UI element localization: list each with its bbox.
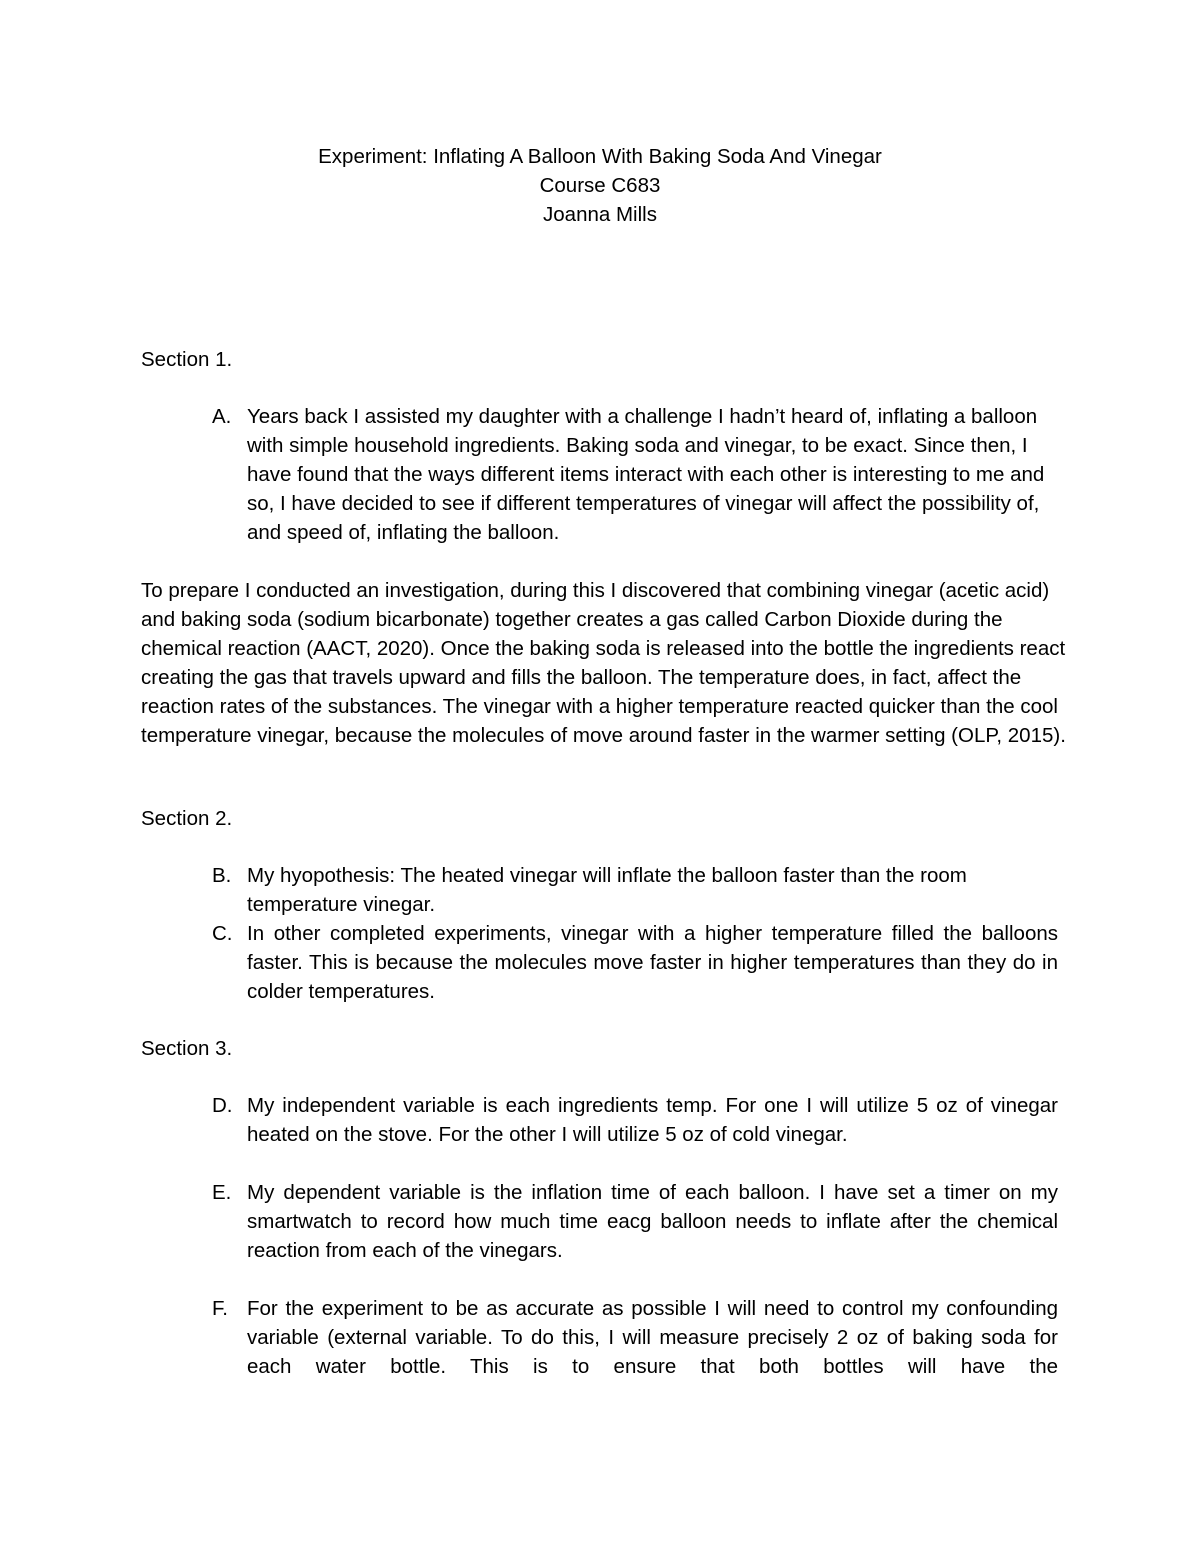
list-marker: B. <box>212 864 232 887</box>
title-block <box>0 142 1200 229</box>
list-marker: D. <box>212 1094 233 1117</box>
section-3-list <box>0 1091 1200 1381</box>
list-marker: F. <box>212 1297 228 1320</box>
list-item-text: My independent variable is each ingredients temp. For one I will utilize 5 oz of vinegar heated on the stove. For the other I will utilize 5 oz of cold vinegar. <box>247 1094 1058 1146</box>
list-item-text: In other completed experiments, vinegar with a higher temperature filled the balloons faster. This is because the molecules move faster in higher temperatures than they do in colder temperatures. <box>247 922 1058 1003</box>
section-2-heading: Section 2. <box>141 807 233 830</box>
list-item-d <box>0 1091 1200 1149</box>
list-item-text: For the experiment to be as accurate as possible I will need to control my confounding variable (external variable. To do this, I will measure precisely 2 oz of baking soda for each water bottle. This is to ensure that both bottles will have the <box>247 1297 1058 1378</box>
course-label: Course C683 <box>539 174 661 197</box>
list-item-b <box>0 861 1200 919</box>
section-1-paragraph: To prepare I conducted an investigation, during this I discovered that combining vinegar (acetic acid) and baking soda (sodium bicarbonate) together creates a gas called Carbon Dioxide during the chemical reaction (AACT, 2020). Once the baking soda is released into the bottle the ingredients react creating the gas that travels upward and fills the balloon. The temperature does, in fact, affect the reaction rates of the substances. The vinegar with a higher temperature reacted quicker than the cool temperature vinegar, because the molecules of move around faster in the warmer setting (OLP, 2015). <box>141 579 1066 747</box>
list-marker: C. <box>212 922 233 945</box>
document-title: Experiment: Inflating A Balloon With Baking Soda And Vinegar <box>318 145 882 168</box>
list-item-f <box>0 1294 1200 1381</box>
list-item-text: My hyopothesis: The heated vinegar will inflate the balloon faster than the room temperature vinegar. <box>247 864 967 916</box>
list-marker: E. <box>212 1181 232 1204</box>
list-item-e <box>0 1178 1200 1265</box>
section-1-heading: Section 1. <box>141 348 233 371</box>
list-item-text: My dependent variable is the inflation time of each balloon. I have set a timer on my smartwatch to record how much time eacg balloon needs to inflate after the chemical reaction from each of the vinegars. <box>247 1181 1058 1262</box>
author-name: Joanna Mills <box>543 203 657 226</box>
list-item-text: Years back I assisted my daughter with a challenge I hadn’t heard of, inflating a balloon with simple household ingredients. Baking soda and vinegar, to be exact. Since then, I have found that the ways different items interact with each other is interesting to me and so, I have decided to see if different temperatures of vinegar will affect the possibility of, and speed of, inflating the balloon. <box>247 405 1045 544</box>
section-1-list <box>0 402 1200 547</box>
section-3-heading: Section 3. <box>141 1037 233 1060</box>
section-2-list <box>0 861 1200 1006</box>
list-item-c <box>0 919 1200 1006</box>
list-marker: A. <box>212 405 232 428</box>
list-item-a <box>0 402 1200 547</box>
